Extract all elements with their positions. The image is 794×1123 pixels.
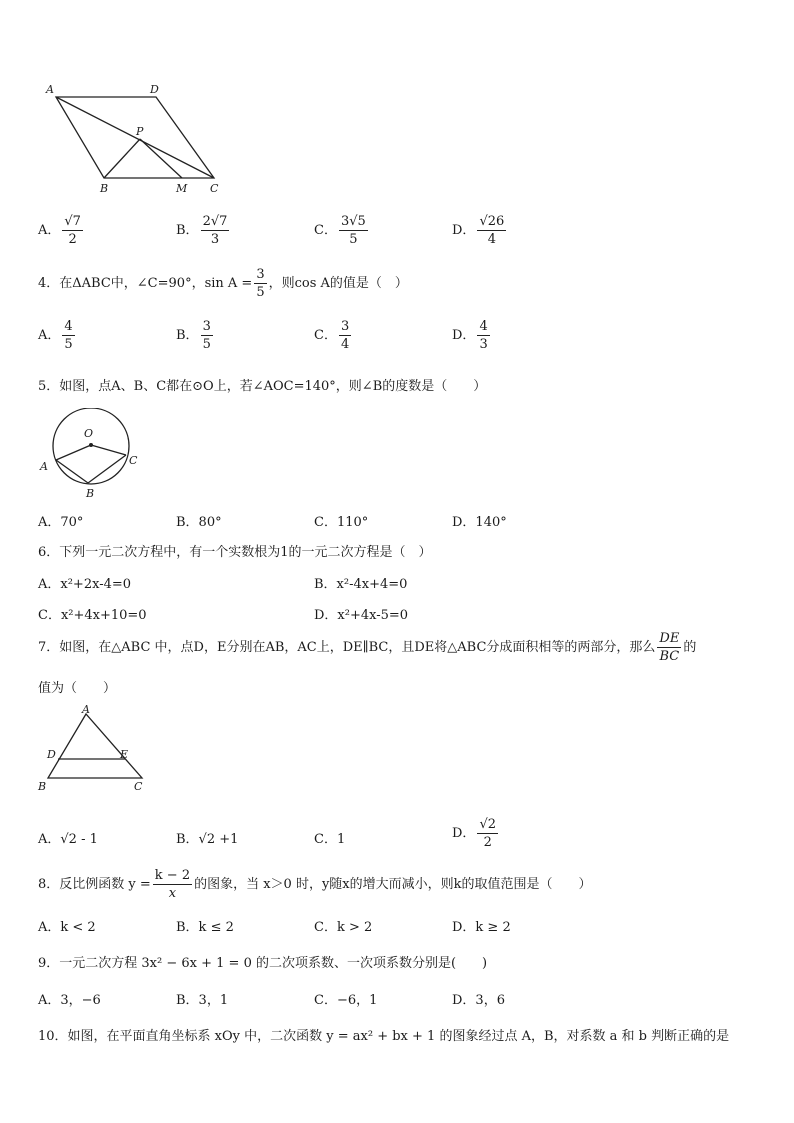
q6-option-d: D．x²+4x-5=0	[314, 608, 409, 623]
q7-option-a: A．√2 - 1	[38, 832, 98, 847]
q4-option-b: B． $\frac{3}{5}$	[176, 319, 211, 352]
q5-option-b: B．80°	[176, 515, 222, 530]
q5-option-a: A．70°	[38, 515, 84, 530]
q5-option-c: C．110°	[314, 515, 369, 530]
q8-stem: 8．反比例函数 y = $\frac{k - 2}{x}$ 的图象，当 x＞0 时，y随x的增大而减小，则k的取值范围是（ ）	[38, 868, 592, 901]
label-C: C	[210, 182, 219, 195]
q3-option-b: B． $\frac{2√7}{3}$	[176, 214, 228, 247]
triangle-figure	[34, 704, 154, 796]
q7-stem-line2: 值为（ ）	[38, 681, 117, 696]
q7-stem: 7．如图，在△ABC 中，点D，E分别在AB，AC上，DE∥BC，且DE将△ABC分成面积相等的两部分，那么 $\frac{DE}{BC}$ 的	[38, 631, 697, 664]
label-C: C	[134, 780, 143, 793]
label-P: P	[136, 125, 144, 138]
label-D: D	[47, 748, 56, 761]
q8-option-c: C．k > 2	[314, 920, 373, 935]
q5-stem: 5．如图，点A、B、C都在⊙O上，若∠AOC=140°，则∠B的度数是（ ）	[38, 379, 487, 394]
q6-option-c: C．x²+4x+10=0	[38, 608, 147, 623]
parallelogram-figure	[40, 78, 230, 198]
q5-option-d: D．140°	[452, 515, 507, 530]
label-D: D	[150, 83, 159, 96]
label-A: A	[82, 704, 90, 716]
q9-option-a: A．3，−6	[38, 993, 101, 1008]
label-B: B	[38, 780, 47, 793]
label-B: B	[86, 487, 95, 500]
q4-option-d: D． $\frac{4}{3}$	[452, 319, 488, 352]
label-B: B	[100, 182, 109, 195]
q4-option-a: A． $\frac{4}{5}$	[38, 319, 73, 352]
q4-option-c: C． $\frac{3}{4}$	[314, 319, 350, 352]
q8-option-b: B．k ≤ 2	[176, 920, 234, 935]
q6-stem: 6．下列一元二次方程中，有一个实数根为1的一元二次方程是（ ）	[38, 545, 432, 560]
q9-option-b: B．3，1	[176, 993, 229, 1008]
q10-stem: 10．如图，在平面直角坐标系 xOy 中，二次函数 y = ax² + bx + 1 的图象经过点 A，B，对系数 a 和 b 判断正确的是	[38, 1029, 730, 1044]
q7-option-c: C．1	[314, 832, 346, 847]
circle-figure	[36, 408, 146, 503]
q7-option-b: B．√2 +1	[176, 832, 239, 847]
q3-option-c: C． $\frac{3√5}{5}$	[314, 214, 366, 247]
label-C: C	[129, 454, 138, 467]
q8-option-d: D．k ≥ 2	[452, 920, 511, 935]
q4-stem: 4．在ΔABC中，∠C=90°，sin A = $\frac{3}{5}$ ，则cos A的值是（ ）	[38, 267, 408, 300]
q3-option-d: D． $\frac{√26}{4}$	[452, 214, 505, 247]
q9-option-c: C．−6，1	[314, 993, 378, 1008]
label-A: A	[40, 460, 48, 473]
q9-stem: 9．一元二次方程 3x² − 6x + 1 = 0 的二次项系数、一次项系数分别是( )	[38, 956, 488, 971]
q6-option-b: B．x²-4x+4=0	[314, 577, 408, 592]
q9-option-d: D．3，6	[452, 993, 505, 1008]
label-E: E	[120, 748, 129, 761]
q3-option-a: A． $\frac{√7}{2}$	[38, 214, 81, 247]
label-O: O	[84, 427, 94, 440]
q6-option-a: A．x²+2x-4=0	[38, 577, 132, 592]
q8-option-a: A．k < 2	[38, 920, 96, 935]
label-A: A	[46, 83, 54, 96]
label-M: M	[176, 182, 188, 195]
q7-option-d: D． $\frac{√2}{2}$	[452, 817, 496, 850]
